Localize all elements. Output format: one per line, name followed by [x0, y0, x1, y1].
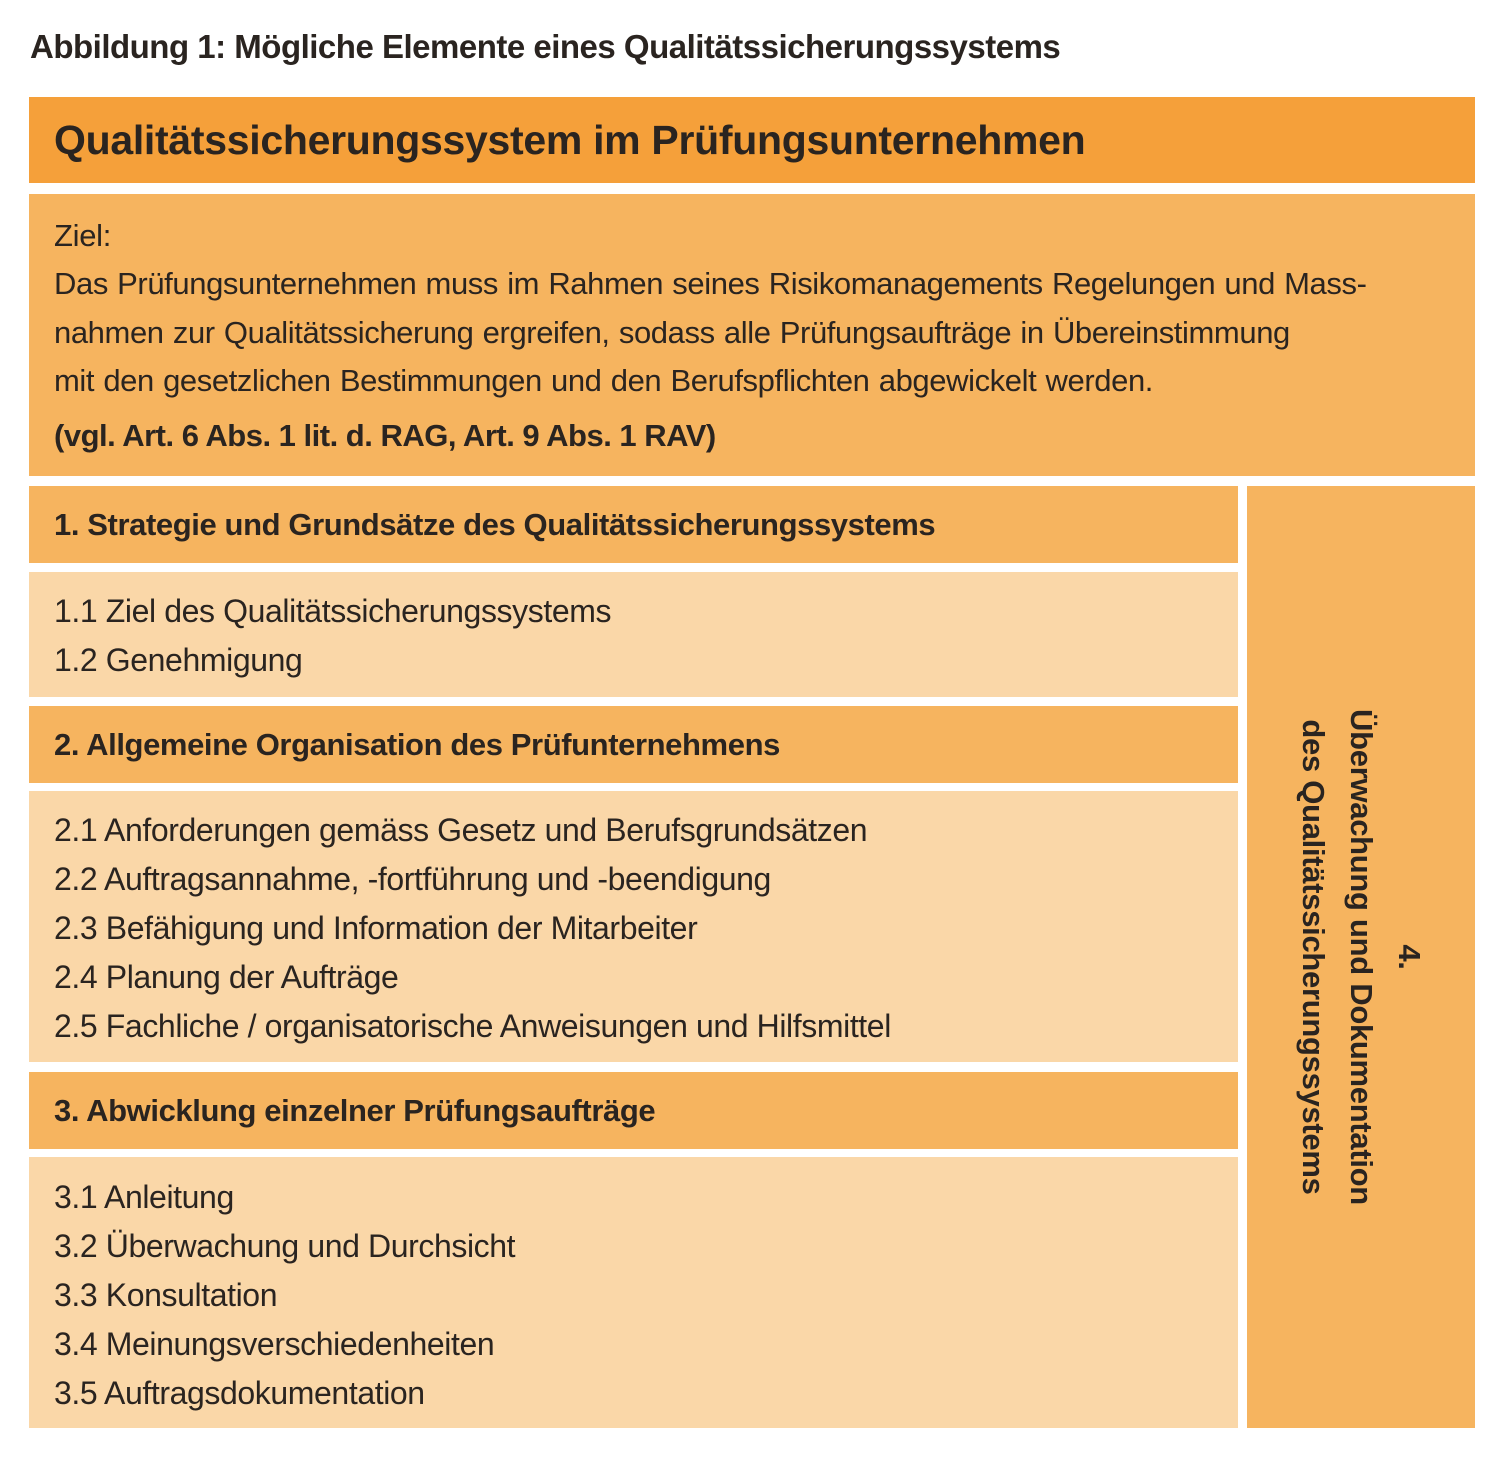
section-item: 3.2 Überwachung und Durchsicht: [54, 1228, 516, 1264]
main-header-title: Qualitätssicherungssystem im Prüfungsunternehmen: [54, 117, 1086, 163]
section-body-3: [29, 1157, 1238, 1428]
figure-caption: Abbildung 1: Mögliche Elemente eines Qualitätssicherungssystems: [30, 28, 1061, 65]
goal-text: [54, 260, 1451, 406]
section-item: 1.1 Ziel des Qualitätssicherungssystems: [54, 593, 612, 629]
section-body-2: [29, 791, 1238, 1062]
side-section-number: 4.: [1392, 944, 1427, 970]
section-item: 3.5 Auftragsdokumentation: [54, 1375, 425, 1411]
goal-label: Ziel:: [54, 218, 112, 253]
section-body-1: [29, 572, 1238, 697]
main-header: [29, 97, 1475, 183]
section-item: 2.5 Fachliche / organisatorische Anweisungen und Hilfsmittel: [54, 1008, 891, 1044]
section-title: 2. Allgemeine Organisation des Prüfunternehmens: [54, 727, 780, 762]
section-header-3: [29, 1072, 1238, 1149]
section-item: 2.3 Befähigung und Information der Mitarbeiter: [54, 910, 698, 946]
section-item: 2.2 Auftragsannahme, -fortführung und -beendigung: [54, 861, 771, 897]
section-item: 3.1 Anleitung: [54, 1179, 234, 1215]
goal-reference: (vgl. Art. 6 Abs. 1 lit. d. RAG, Art. 9 Abs. 1 RAV): [54, 417, 716, 453]
side-section-4: [1247, 486, 1475, 1428]
section-item: 3.4 Meinungsverschiedenheiten: [54, 1326, 495, 1362]
goal-text-line: Das Prüfungsunternehmen muss im Rahmen seines Risikomanagements Regelungen und Mass-: [54, 266, 1367, 301]
goal-text-line: nahmen zur Qualitätssicherung ergreifen, sodass alle Prüfungsaufträge in Übereinstimmung: [54, 314, 1290, 350]
side-section-line1: Überwachung und Dokumentation: [1344, 709, 1379, 1205]
side-section-text: [1289, 677, 1433, 1237]
section-item: 3.3 Konsultation: [54, 1277, 278, 1313]
side-section-line2: des Qualitätssicherungssystems: [1296, 719, 1331, 1195]
section-item: 1.2 Genehmigung: [54, 642, 303, 678]
section-item: 2.4 Planung der Aufträge: [54, 959, 399, 995]
section-header-2: [29, 706, 1238, 783]
section-title: 3. Abwicklung einzelner Prüfungsaufträge: [54, 1093, 656, 1128]
section-title: 1. Strategie und Grundsätze des Qualitätssicherungssystems: [54, 507, 936, 542]
section-item: 2.1 Anforderungen gemäss Gesetz und Berufsgrundsätzen: [54, 812, 868, 848]
goal-text-line: mit den gesetzlichen Bestimmungen und den Berufspflichten abgewickelt werden.: [54, 363, 1154, 398]
section-header-1: [29, 486, 1238, 563]
goal-box: [29, 194, 1475, 476]
